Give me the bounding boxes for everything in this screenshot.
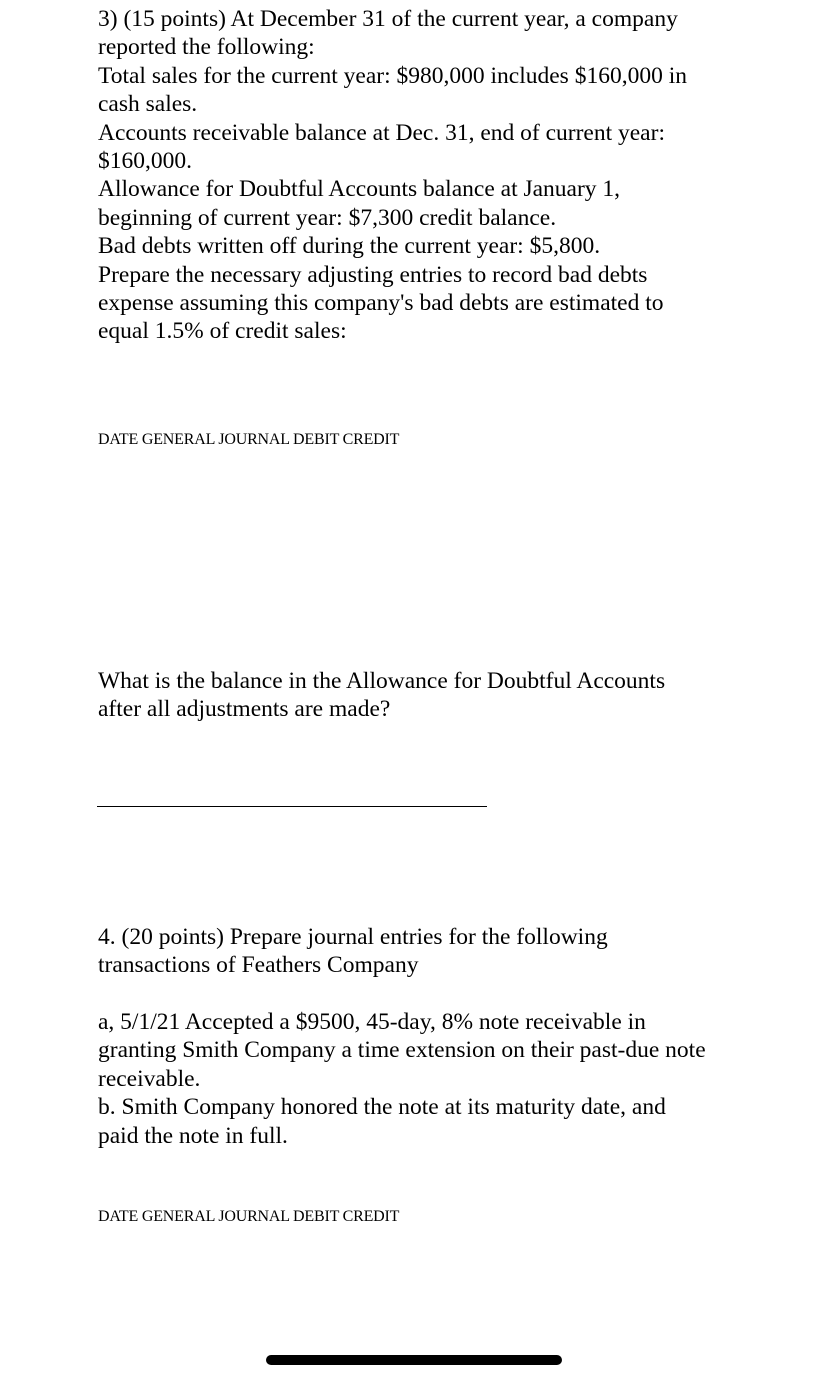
q3-line: Prepare the necessary adjusting entries to record bad debts [98,261,648,288]
answer-blank-line[interactable] [97,806,487,807]
q3-line: Total sales for the current year: $980,000 includes $160,000 in [98,62,687,89]
q3-line: equal 1.5% of credit sales: [98,318,347,345]
q3-question-line: What is the balance in the Allowance for Doubtful Accounts [98,668,666,694]
q4-item-line: paid the note in full. [98,1122,288,1149]
q4-intro-line: transactions of Feathers Company [98,952,419,979]
q3-line: beginning of current year: $7,300 credit balance. [98,204,557,231]
q4-journal-header [98,1207,758,1227]
q4-item-line: b. Smith Company honored the note at its maturity date, and [98,1094,666,1121]
question-4-intro [98,923,758,980]
journal-header-text: DATE GENERAL JOURNAL DEBIT CREDIT [98,1208,400,1225]
q4-item-line: granting Smith Company a time extension on their past-due note [98,1037,706,1064]
q3-line: cash sales. [98,91,198,118]
q4-item-line: receivable. [98,1065,201,1092]
q3-line: Allowance for Doubtful Accounts balance at January 1, [98,176,621,203]
home-indicator-bar[interactable] [266,1355,562,1365]
q3-line: $160,000. [98,148,192,175]
q3-question-line: after all adjustments are made? [98,696,391,723]
q3-line: Bad debts written off during the current year: $5,800. [98,233,601,260]
journal-header-text: DATE GENERAL JOURNAL DEBIT CREDIT [98,431,400,448]
q3-line: expense assuming this company's bad debts are estimated to [98,290,664,317]
q3-line: reported the following: [98,34,315,61]
q4-item-line: a, 5/1/21 Accepted a $9500, 45-day, 8% note receivable in [98,1009,646,1035]
question-3-text [98,5,758,346]
question-4-items [98,1008,798,1150]
q3-line: 3) (15 points) At December 31 of the current year, a company [98,6,678,32]
q4-intro-line: 4. (20 points) Prepare journal entries for the following [98,924,608,950]
q3-journal-header [98,430,758,450]
q3-line: Accounts receivable balance at Dec. 31, end of current year: [98,119,665,146]
q3-balance-question [98,667,758,724]
